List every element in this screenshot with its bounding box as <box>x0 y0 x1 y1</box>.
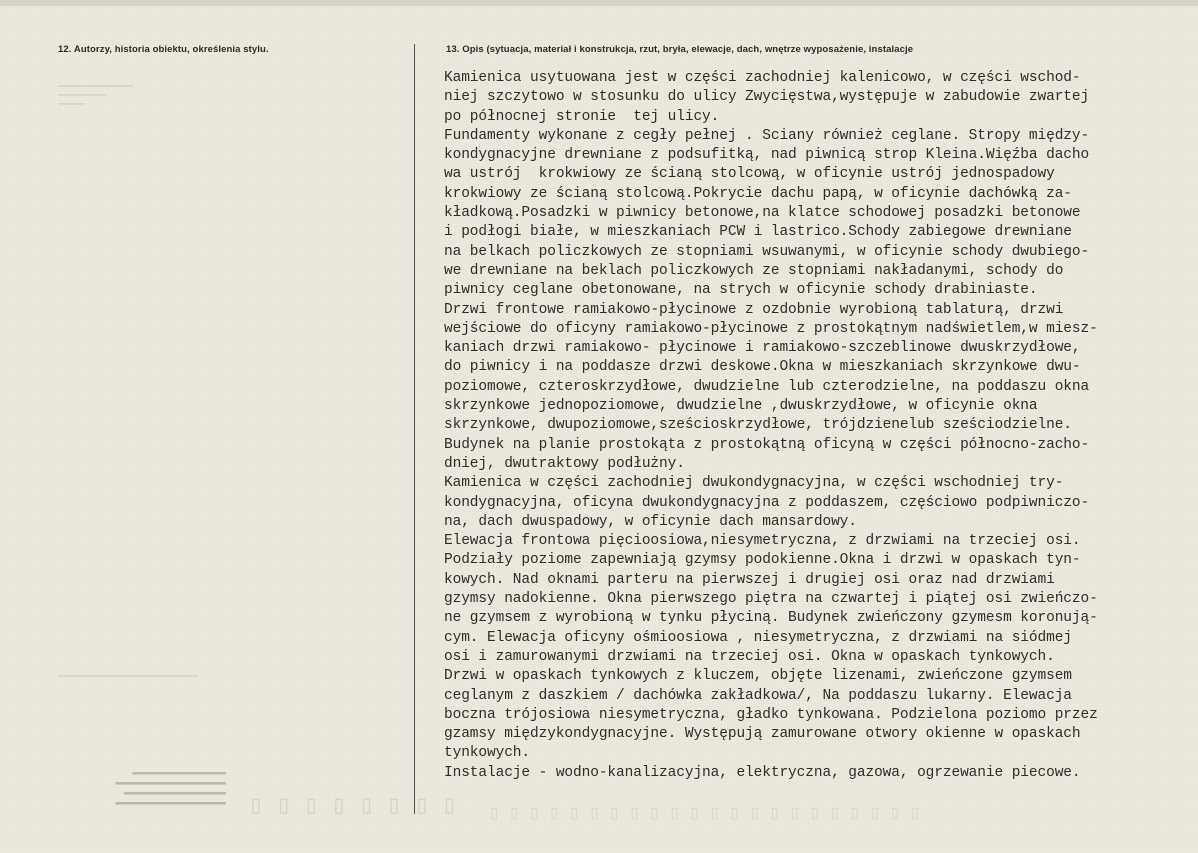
show-through-line: ▔▔▔▔▔▔▔▔▔▔▔▔▔▔▔▔▔▔▔▔▔▔▔▔▔▔ <box>58 677 198 684</box>
section-13-heading: 13. Opis (sytuacja, materiał i konstrukcja, rzut, bryła, elewacje, dach, wnętrze wyposażenie, instalacje <box>446 44 914 55</box>
description-line: Budynek na planie prostokąta z prostokątną oficyną w części północno-zacho- <box>444 436 1090 453</box>
description-line: kowych. Nad oknami parteru na pierwszej i drugiej osi oraz nad drzwiami <box>444 571 1055 588</box>
show-through-letters: ▯▯▯▯▯▯▯▯ <box>236 791 458 821</box>
show-through-text: ▔▔▔▔▔▔▔▔▔▔▔▔▔▔ ▔▔▔▔▔▔▔▔▔ ▔▔▔▔▔ <box>58 87 134 112</box>
description-line: po północnej stronie tej ulicy. <box>444 108 720 125</box>
description-line: Kamienica w części zachodniej dwukondygnacyjna, w części wschodniej try- <box>444 475 1064 492</box>
description-line: kaniach drzwi ramiakowo- płycinowe i ramiakowo-szczeblinowe dwuskrzydłowe, <box>444 340 1081 357</box>
description-line: boczna trójosiowa niesymetryczna, gładko tynkowana. Podzielona poziomo przez <box>444 706 1098 723</box>
description-line: tynkowych. <box>444 745 531 762</box>
description-line: piwnicy ceglane obetonowane, na strych w oficynie schody drabiniaste. <box>444 282 1038 299</box>
description-line: na belkach policzkowych ze stopniami wsuwanymi, w oficynie schody dwubiego- <box>444 243 1090 260</box>
description-line: dniej, dwutraktowy podłużny. <box>444 455 685 472</box>
description-line: ne gzymsem z wyrobioną w tynku płyciną. Budynek zwieńczony gzymesm koronują- <box>444 610 1098 627</box>
description-line: Instalacje - wodno-kanalizacyjna, elektryczna, gazowa, ogrzewanie piecowe. <box>444 764 1081 781</box>
description-line: osi i zamurowanymi drzwiami na trzeciej osi. Okna w opaskach tynkowych. <box>444 648 1055 665</box>
paper-edge <box>0 0 1198 6</box>
description-line: wejściowe do oficyny ramiakowo-płycinowe z prostokątnym nadświetlem,w miesz- <box>444 320 1098 337</box>
description-line: gzamsy międzykondygnacyjne. Występują zamurowane otwory okienne w opaskach <box>444 726 1081 743</box>
description-line: na, dach dwuspadowy, w oficynie dach mansardowy. <box>444 513 857 530</box>
description-line: ceglanym z daszkiem / dachówka zakładkowa/, Na poddaszu lukarny. Elewacja <box>444 687 1072 704</box>
description-line: kondygnacyjna, oficyna dwukondygnacyjna z poddaszem, częściowo podpiwniczo- <box>444 494 1090 511</box>
description-text <box>444 69 1192 783</box>
description-line: Kamienica usytuowana jest w części zachodniej kalenicowo, w części wschod- <box>444 70 1081 86</box>
description-line: poziomowe, czteroskrzydłowe, dwudzielne lub czterodzielne, na poddaszu okna <box>444 378 1090 395</box>
description-line: Elewacja frontowa pięcioosiowa,niesymetryczna, z drzwiami na trzeciej osi. <box>444 533 1081 550</box>
description-line: kondygnacyjne drewniane z podsufitką, nad piwnicą strop Kleina.Więźba dacho <box>444 147 1090 164</box>
description-line: Podziały poziome zapewniają gzymsy podokienne.Okna i drzwi w opaskach tyn- <box>444 552 1081 569</box>
description-line: kładkową.Posadzki w piwnicy betonowe,na klatce schodowej posadzki betonowe <box>444 205 1081 222</box>
description-line: gzymsy nadokienne. Okna pierwszego piętra na czwartej i piątej osi zwieńczo- <box>444 591 1098 608</box>
column-divider <box>414 44 415 814</box>
description-line: cym. Elewacja oficyny ośmioosiowa , niesymetryczna, z drzwiami na siódmej <box>444 629 1072 646</box>
show-through-letters-faint: ▯▯▯▯▯▯▯▯▯▯▯▯▯▯▯▯▯▯▯▯▯▯ <box>480 803 921 826</box>
description-line: skrzynkowe jednopoziomowe, dwudzielne ,dwuskrzydłowe, w oficynie okna <box>444 398 1038 415</box>
description-line: niej szczytowo w stosunku do ulicy Zwycięstwa,występuje w zabudowie zwartej <box>444 89 1090 106</box>
description-line: skrzynkowe, dwupoziomowe,sześcioskrzydłowe, trójdzienelub sześciodzielne. <box>444 417 1072 434</box>
description-line: Drzwi w opaskach tynkowych z kluczem, objęte lizenami, zwieńczone gzymsem <box>444 668 1072 685</box>
section-12-heading: 12. Autorzy, historia obiektu, określenia stylu. <box>58 44 269 55</box>
description-line: i podłogi białe, w mieszkaniach PCW i lastrico.Schody zabiegowe drewniane <box>444 224 1072 241</box>
description-line: Drzwi frontowe ramiakowo-płycinowe z ozdobnie wyrobioną tablaturą, drzwi <box>444 301 1064 318</box>
description-line: do piwnicy i na poddasze drzwi deskowe.Okna w mieszkaniach skrzynkowe dwu- <box>444 359 1081 376</box>
description-line: we drewniane na beklach policzkowych ze stopniami nakładanymi, schody do <box>444 262 1064 279</box>
show-through-stamp: ▬▬▬▬▬▬▬▬▬▬▬▬▬ ▬▬▬▬▬▬▬▬▬▬▬▬ ▬▬▬▬▬▬▬▬▬▬▬▬▬ ▬▬▬▬▬▬▬▬▬▬▬ <box>115 770 226 810</box>
description-line: Fundamenty wykonane z cegły pełnej . Sciany również ceglane. Stropy między- <box>444 127 1090 144</box>
description-line: krokwiowy ze ścianą stolcową.Pokrycie dachu papą, w oficynie dachówką za- <box>444 185 1072 202</box>
description-line: wa ustrój krokwiowy ze ścianą stolcową, w oficynie ustrój jednospadowy <box>444 166 1055 183</box>
